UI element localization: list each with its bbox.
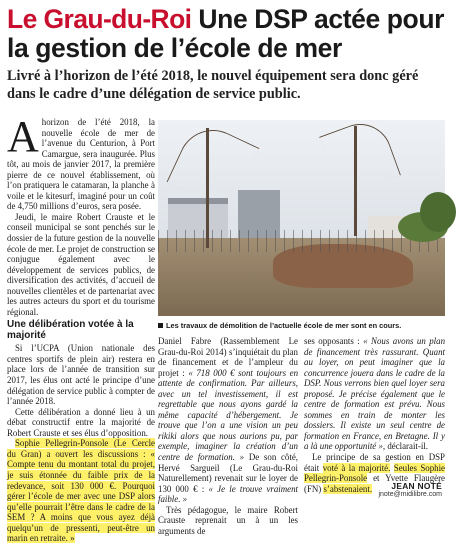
quote: « 718 000 € sont toujours en attente de confirmation. Par ailleurs, avec un tel investissement, il est regrettable que nous ayons gardé la même capacité d’hébergement. Je trouve que l’on a une vision un peu rikiki alors que nous aurions pu, par exemple, imaginer la création d’un centre de formation. »	[158, 367, 299, 463]
highlight: Seules Sophie Pellegrin-Ponsole	[304, 462, 446, 484]
standfirst: Livré à l’horizon de l’été 2018, le nouvel équipement sera donc géré dans le cadre d’une délégation de service public.	[7, 68, 419, 102]
subhead: Une délibération votée à la majorité	[7, 319, 134, 342]
article-photo	[158, 120, 445, 316]
quote: « Nous avons un plan de financement très rassurant. Quant au loyer, on peut imaginer que la concurrence jouera dans le cadre de la DSP. Nous verrons bien quel loyer sera proposé. Je précise également que le centre de formation est prévu. Nous sommes en train de monter les dossiers. Il existe un seul centre de formation en France, en Bretagne. Il y a là une opportunité »	[304, 336, 446, 452]
text: De son côté, Hervé Sargueil (Le Grau-du-Roi Naturellement) revenait sur le loyer de 130 000 € :	[158, 452, 298, 494]
byline	[378, 481, 442, 498]
quote: « Je le trouve vraiment faible. »	[158, 483, 298, 505]
drop-cap: A	[7, 112, 39, 161]
headline	[7, 5, 445, 63]
caption-square-icon	[158, 323, 163, 328]
text: , déclarait-il.	[382, 441, 428, 452]
paragraph	[304, 336, 445, 452]
text: ses opposants :	[304, 336, 360, 346]
paragraph: Jeudi, le maire Robert Crauste et le conseil municipal se sont penchés sur le dossier de la future gestion de la nouvelle école de mer. Le projet de construction se conjugue également avec le développement de services publics, de diversification des activités, d’accueil de nouvelles clientèles et de partenariat avec les autres acteurs du sport et du tourisme régional.	[7, 211, 155, 317]
photo-caption	[158, 321, 445, 330]
bush	[420, 192, 456, 232]
paragraph: Si l’UCPA (Union nationale des centres sportifs de plein air) restera en place lors de l’année de transition sur 2017, les élus ont acté le principe d’une délégation de service public à compter de l’année 2018.	[7, 343, 155, 407]
lead-paragraph	[7, 112, 155, 212]
highlight: voté à la majorité.	[322, 462, 391, 473]
headline-kicker: Le Grau-du-Roi	[7, 4, 192, 34]
author-email: jnote@midilibre.com	[378, 491, 442, 498]
caption-text: Les travaux de démolition de l’actuelle école de mer sont en cours.	[166, 321, 402, 330]
lead-text: horizon de l’été 2018, la nouvelle école de mer de l’avenue du Centurion, à Port Camargue, sera inaugurée. Plus tôt, au mois de janvier 2017, la première pierre de ce nouvel établissement, où l’on pratiquera le catamaran, la planche à voile et le kitesurf, imaginé pour un coût de 4,750 millions d’euros, sera posée.	[7, 117, 155, 212]
article-column-2	[158, 336, 298, 536]
paragraph: Cette délibération a donné lieu à un débat constructif entre la majorité de Robert Crauste et ses élus d’opposition.	[7, 406, 155, 438]
text: Daniel Fabre (Rassemblement Le Grau-du-Roi 2014) s’inquiétait du plan de financement et de l’ampleur du projet :	[158, 336, 298, 378]
paragraph: Très pédagogue, le maire Robert Crauste reprenait un à un les arguments de	[158, 504, 298, 536]
article-column-1	[7, 112, 155, 544]
author-name: JEAN NOTÉ	[391, 481, 442, 491]
text: et Yvette Flaugère (FN)	[304, 473, 445, 494]
highlight: s’abstenaient.	[323, 483, 373, 494]
paragraph	[158, 336, 298, 505]
text: Le principe de sa gestion en DSP était	[304, 452, 445, 473]
paragraph	[7, 438, 155, 543]
headline-title: Une DSP actée pour la gestion de l’école de mer	[7, 4, 445, 63]
highlighted-quote: Sophie Pellegrin-Ponsole (Le Cercle du Gran) a ouvert les discussions : « Compte tenu du montant total du projet, je suis étonnée du faible prix de la redevance, soit 130 000 €. Pourquoi gérer l’école de mer avec une DSP alors qu’elle pourrait l’être dans le cadre de la SEM ? A moins que vous ayez déjà quelqu’un de pressenti, peut-être un marin en retraite. »	[7, 438, 155, 544]
article-column-3	[304, 336, 445, 494]
